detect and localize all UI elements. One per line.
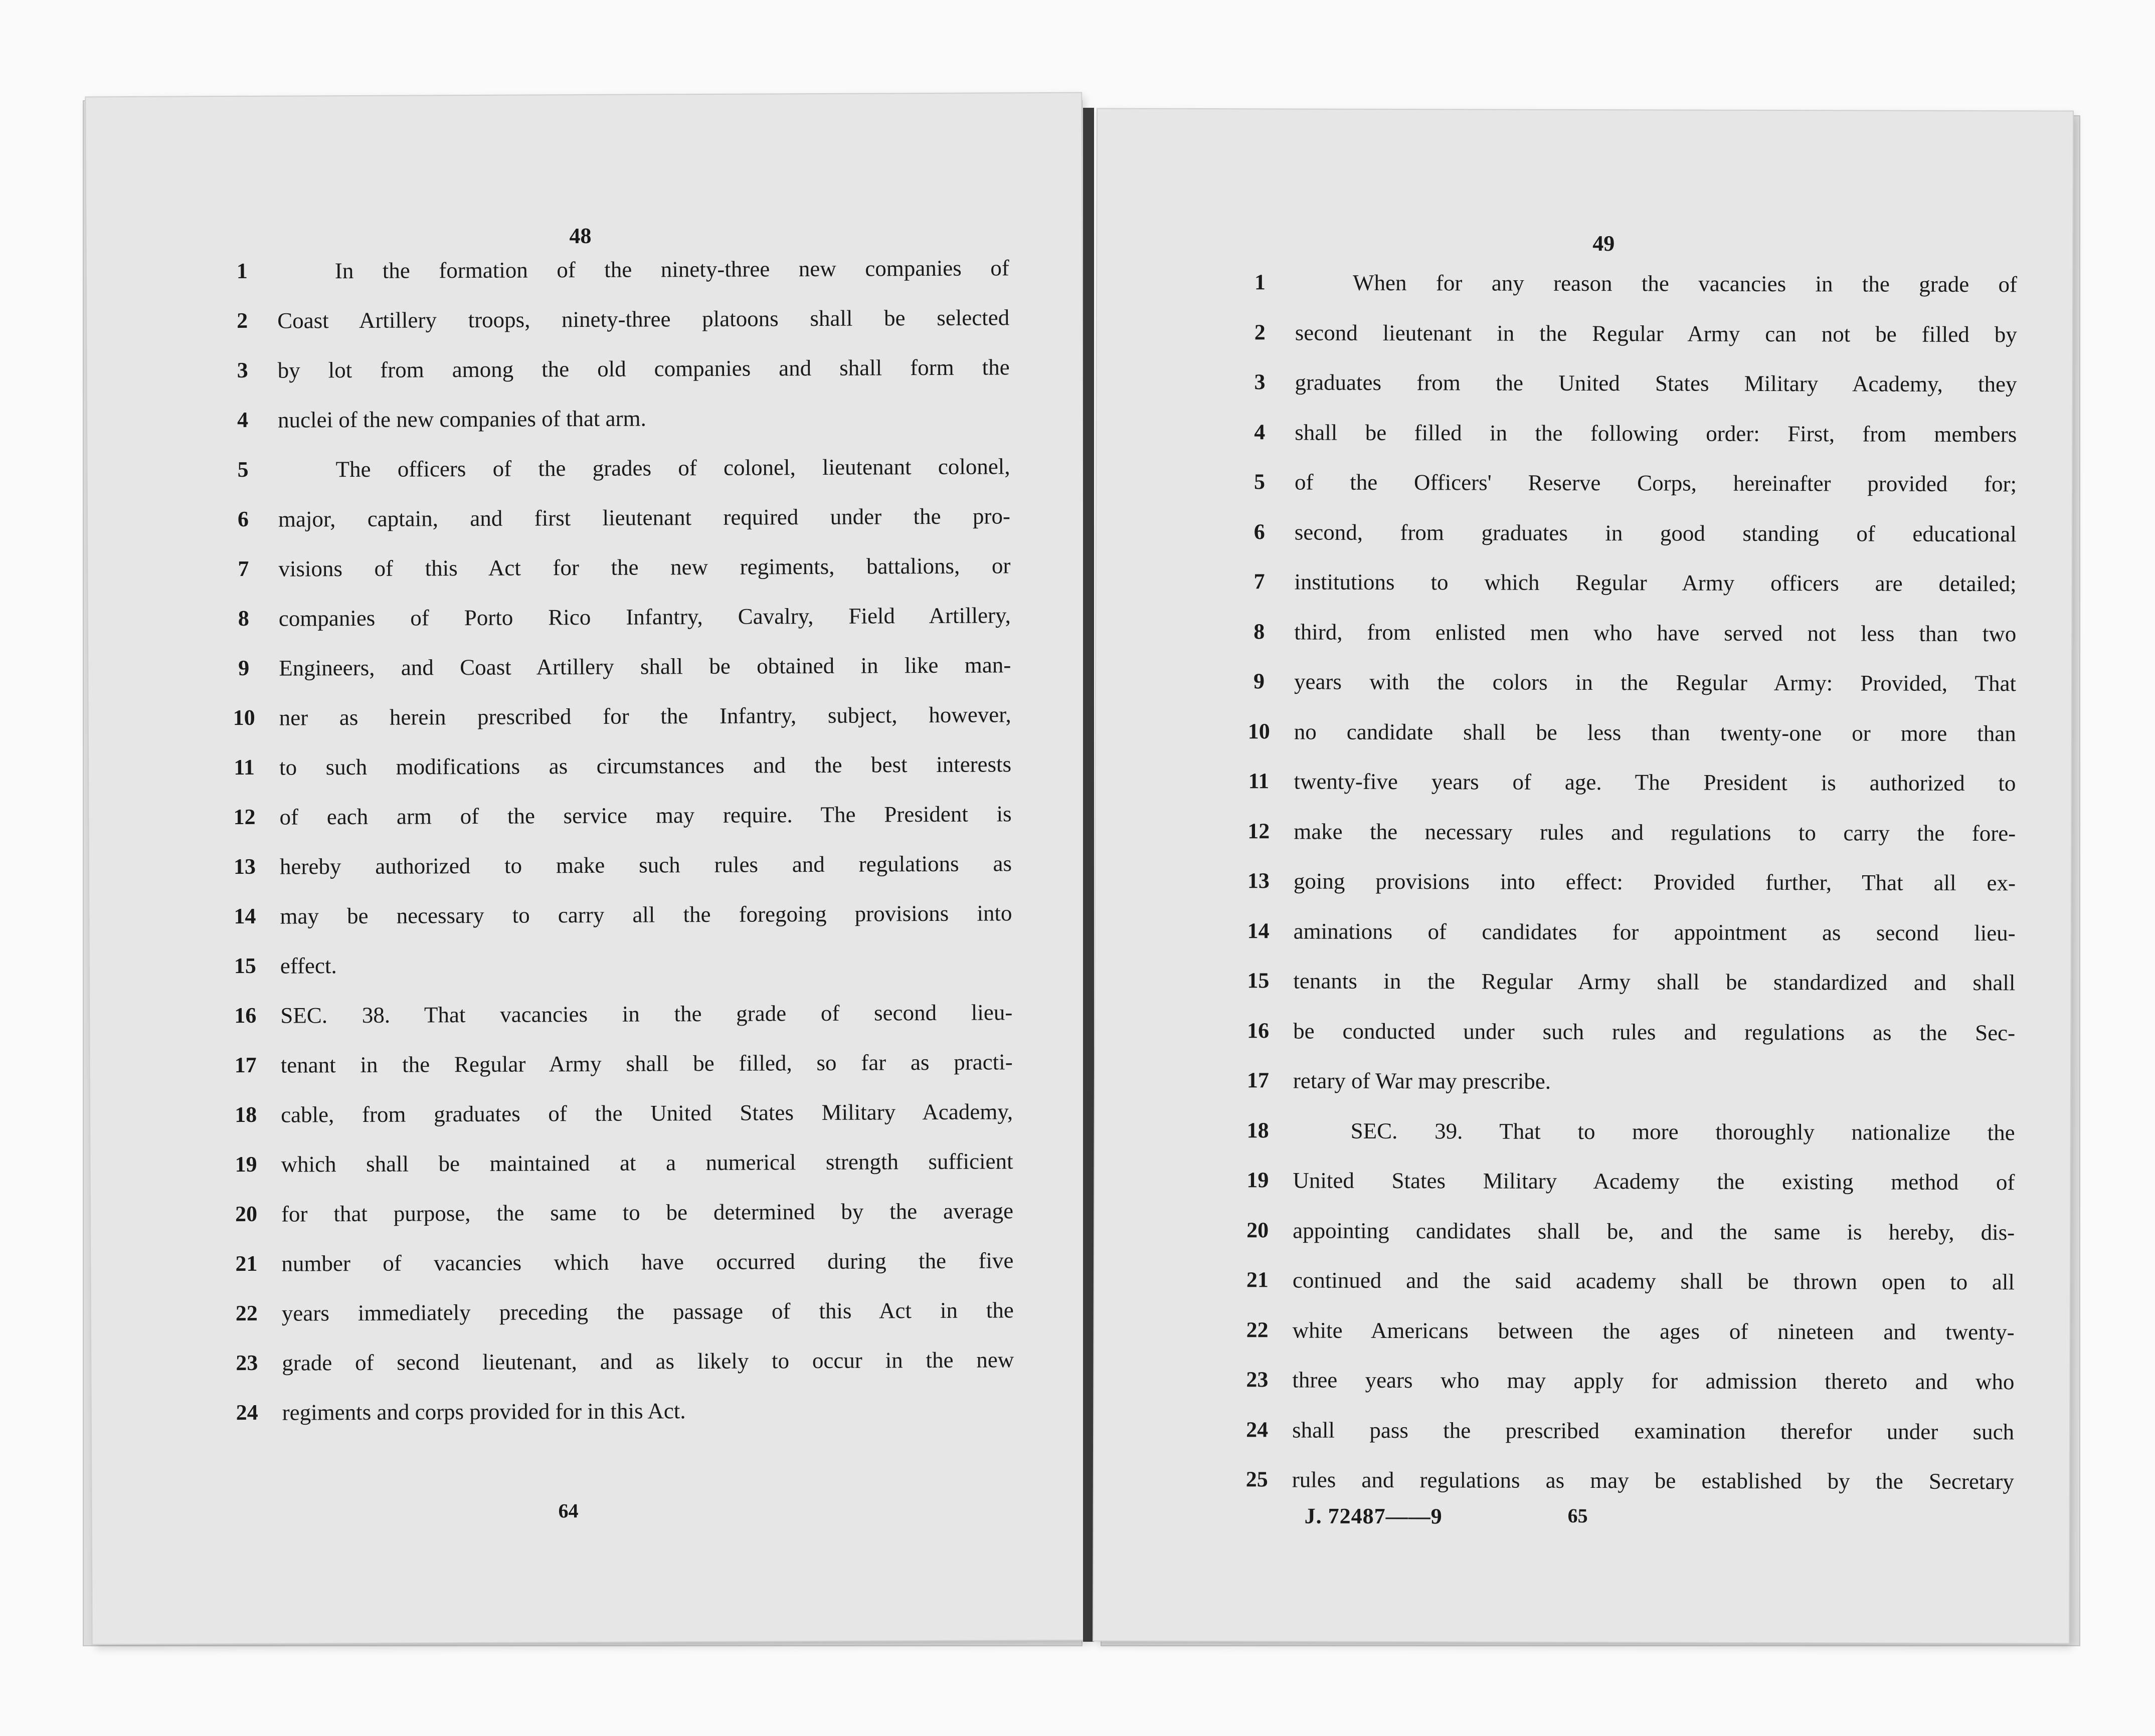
text-line bbox=[224, 600, 1011, 634]
line-text: appointing candidates shall be, and the same is hereby, dis- bbox=[1293, 1217, 2015, 1245]
line-text: continued and the said academy shall be thrown open to all bbox=[1292, 1267, 2015, 1295]
left-page-text bbox=[222, 253, 1014, 1425]
line-number: 2 bbox=[1254, 319, 1266, 344]
line-number: 10 bbox=[233, 705, 255, 730]
line-number: 12 bbox=[1247, 818, 1270, 843]
line-number: 24 bbox=[236, 1400, 258, 1425]
line-number: 1 bbox=[236, 258, 248, 284]
line-number: 5 bbox=[237, 457, 249, 482]
line-number: 12 bbox=[233, 804, 256, 830]
text-line bbox=[1237, 1315, 2015, 1347]
line-number: 8 bbox=[238, 606, 249, 631]
line-text: nuclei of the new companies of that arm. bbox=[277, 406, 646, 433]
text-line bbox=[227, 1344, 1014, 1378]
text-line bbox=[226, 1047, 1013, 1080]
line-number: 3 bbox=[1254, 369, 1266, 395]
line-text: effect. bbox=[280, 953, 337, 979]
text-line bbox=[225, 997, 1012, 1031]
line-number: 14 bbox=[1247, 918, 1270, 943]
text-line bbox=[224, 699, 1011, 733]
line-text: tenants in the Regular Army shall be standardized and shall bbox=[1293, 968, 2016, 996]
line-text: years with the colors in the Regular Army: Provided, That bbox=[1294, 669, 2017, 696]
text-line bbox=[1237, 1365, 2014, 1397]
line-number: 16 bbox=[1247, 1018, 1270, 1043]
left-page-bottom-number: 64 bbox=[558, 1499, 579, 1522]
text-line bbox=[1239, 367, 2017, 399]
line-number: 14 bbox=[234, 903, 256, 929]
line-number: 9 bbox=[1253, 669, 1265, 694]
line-text: companies of Porto Rico Infantry, Cavalry, Field Artillery, bbox=[278, 603, 1011, 631]
text-line bbox=[1239, 716, 2016, 748]
line-text: of the Officers' Reserve Corps, hereinafter provided for; bbox=[1294, 469, 2017, 497]
text-line bbox=[226, 1096, 1013, 1130]
line-text: The officers of the grades of colonel, lieutenant colonel, bbox=[335, 454, 1010, 482]
line-text: hereby authorized to make such rules and regulations as bbox=[279, 851, 1012, 879]
line-text: rules and regulations as may be established by the Secretary bbox=[1292, 1467, 2014, 1494]
line-text: SEC. 38. That vacancies in the grade of second lieu- bbox=[280, 1000, 1013, 1028]
text-line bbox=[224, 650, 1011, 683]
line-text: aminations of candidates for appointment as second lieu- bbox=[1293, 918, 2016, 945]
line-number: 11 bbox=[234, 754, 255, 780]
line-text: of each arm of the service may require. The President is bbox=[279, 801, 1012, 830]
text-line bbox=[1239, 566, 2016, 599]
line-text: retary of War may prescribe. bbox=[1293, 1068, 1551, 1094]
line-text: years immediately preceding the passage of this Act in the bbox=[281, 1297, 1014, 1326]
text-line bbox=[1239, 666, 2016, 698]
line-number: 20 bbox=[235, 1201, 258, 1227]
line-number: 8 bbox=[1253, 619, 1265, 644]
line-text: major, captain, and first lieutenant required under the pro- bbox=[278, 503, 1011, 532]
line-text: twenty-five years of age. The President is authorized to bbox=[1294, 768, 2016, 796]
text-line bbox=[1237, 1464, 2014, 1496]
line-text: third, from enlisted men who have served not less than two bbox=[1294, 619, 2017, 646]
line-text: grade of second lieutenant, and as likely to occur in the new bbox=[282, 1347, 1014, 1376]
line-text: white Americans between the ages of nineteen and twenty- bbox=[1292, 1317, 2015, 1344]
text-line bbox=[1238, 1016, 2015, 1048]
line-number: 23 bbox=[1246, 1367, 1269, 1392]
text-line bbox=[225, 898, 1012, 931]
line-text: second, from graduates in good standing of educational bbox=[1294, 519, 2017, 546]
line-number: 24 bbox=[1246, 1417, 1269, 1442]
line-number: 16 bbox=[234, 1003, 257, 1028]
text-line bbox=[223, 550, 1010, 584]
line-text: United States Military Academy the existing method of bbox=[1293, 1168, 2015, 1195]
line-number: 13 bbox=[1247, 868, 1270, 893]
text-line bbox=[1237, 1415, 2014, 1447]
line-number: 21 bbox=[235, 1251, 258, 1276]
line-number: 20 bbox=[1246, 1217, 1269, 1242]
text-line bbox=[1239, 617, 2016, 649]
text-line bbox=[223, 352, 1010, 385]
text-line bbox=[1240, 267, 2017, 299]
line-text: which shall be maintained at a numerical strength sufficient bbox=[281, 1148, 1013, 1177]
line-number: 4 bbox=[1254, 419, 1266, 444]
line-number: 19 bbox=[1246, 1168, 1269, 1193]
line-number: 7 bbox=[238, 556, 249, 582]
line-text: tenant in the Regular Army shall be filled, so far as practi- bbox=[280, 1049, 1013, 1078]
text-line bbox=[1238, 866, 2016, 898]
line-text: by lot from among the old companies and shall form the bbox=[277, 354, 1010, 383]
line-text: be conducted under such rules and regulations as the Sec- bbox=[1293, 1018, 2016, 1045]
line-number: 21 bbox=[1246, 1267, 1269, 1292]
line-text: shall be filled in the following order: First, from members bbox=[1295, 419, 2017, 447]
text-line bbox=[225, 947, 1012, 981]
line-number: 15 bbox=[1247, 968, 1270, 993]
line-number: 22 bbox=[235, 1300, 258, 1326]
text-line bbox=[1239, 417, 2017, 449]
text-line bbox=[1238, 1115, 2015, 1147]
right-page-text bbox=[1240, 267, 2022, 1494]
line-number: 9 bbox=[238, 655, 250, 681]
text-line bbox=[1237, 1265, 2015, 1297]
text-line bbox=[1239, 467, 2017, 499]
line-text: Engineers, and Coast Artillery shall be obtained in like man- bbox=[279, 652, 1011, 681]
line-text: to such modifications as circumstances and the best interests bbox=[279, 751, 1012, 780]
line-number: 15 bbox=[234, 953, 256, 979]
line-number: 4 bbox=[237, 407, 249, 433]
text-line bbox=[223, 451, 1010, 485]
line-number: 2 bbox=[237, 308, 248, 333]
line-number: 6 bbox=[1253, 519, 1265, 544]
text-line bbox=[224, 749, 1011, 783]
text-line bbox=[1237, 1165, 2015, 1197]
left-page bbox=[86, 93, 1088, 1644]
right-page-top-number: 49 bbox=[1592, 231, 1615, 256]
text-line bbox=[1240, 317, 2017, 349]
line-number: 18 bbox=[235, 1102, 257, 1127]
text-line bbox=[227, 1295, 1014, 1328]
left-page-top-number: 48 bbox=[569, 223, 592, 249]
right-page bbox=[1094, 109, 2073, 1643]
line-text: Coast Artillery troops, ninety-three platoons shall be selected bbox=[277, 305, 1010, 333]
text-line bbox=[1238, 916, 2016, 948]
line-text: ner as herein prescribed for the Infantry, subject, however, bbox=[279, 702, 1011, 730]
text-line bbox=[1238, 816, 2016, 848]
text-line bbox=[224, 799, 1011, 832]
line-text: make the necessary rules and regulations to carry the fore- bbox=[1294, 818, 2016, 846]
line-text: no candidate shall be less than twenty-one or more than bbox=[1294, 718, 2016, 746]
line-text: second lieutenant in the Regular Army can not be filled by bbox=[1295, 319, 2017, 347]
line-number: 22 bbox=[1246, 1317, 1269, 1342]
line-number: 17 bbox=[234, 1052, 257, 1078]
text-line bbox=[222, 302, 1009, 336]
line-text: three years who may apply for admission thereto and who bbox=[1292, 1367, 2015, 1395]
line-number: 6 bbox=[237, 506, 249, 532]
book-spine bbox=[1083, 108, 1094, 1642]
line-number: 7 bbox=[1253, 569, 1265, 594]
line-text: shall pass the prescribed examination therefor under such bbox=[1292, 1417, 2015, 1444]
text-line bbox=[226, 1146, 1013, 1180]
text-line bbox=[223, 501, 1010, 534]
text-line bbox=[1238, 966, 2015, 998]
line-text: institutions to which Regular Army officers are detailed; bbox=[1294, 569, 2017, 597]
text-line bbox=[223, 402, 1010, 435]
right-page-bottom-number: 65 bbox=[1567, 1504, 1588, 1527]
line-text: number of vacancies which have occurred during the five bbox=[281, 1248, 1014, 1276]
line-number: 18 bbox=[1246, 1117, 1269, 1142]
line-text: for that purpose, the same to be determined by the average bbox=[281, 1198, 1014, 1227]
line-text: SEC. 39. That to more thoroughly nationalize the bbox=[1350, 1118, 2015, 1145]
text-line bbox=[1238, 1065, 2015, 1097]
text-line bbox=[1239, 517, 2017, 549]
text-line bbox=[226, 1196, 1013, 1229]
line-text: cable, from graduates of the United States Military Academy, bbox=[281, 1099, 1013, 1127]
line-number: 19 bbox=[235, 1151, 257, 1177]
print-signature: J. 72487——9 bbox=[1304, 1503, 1443, 1529]
line-text: may be necessary to carry all the foregoing provisions into bbox=[280, 900, 1012, 929]
line-text: regiments and corps provided for in this Act. bbox=[282, 1398, 686, 1425]
line-number: 13 bbox=[233, 854, 256, 879]
line-number: 5 bbox=[1253, 469, 1266, 494]
text-line bbox=[222, 253, 1009, 286]
line-number: 3 bbox=[237, 357, 248, 383]
text-line bbox=[225, 848, 1012, 882]
line-number: 11 bbox=[1248, 768, 1270, 794]
line-number: 23 bbox=[236, 1350, 258, 1376]
text-line bbox=[226, 1245, 1013, 1279]
line-text: graduates from the United States Military Academy, they bbox=[1295, 369, 2017, 397]
line-text: In the formation of the ninety-three new companies of bbox=[334, 255, 1009, 284]
line-number: 10 bbox=[1247, 718, 1270, 743]
line-number: 17 bbox=[1246, 1068, 1269, 1093]
line-number: 1 bbox=[1254, 270, 1266, 295]
text-line bbox=[1237, 1215, 2015, 1247]
text-line bbox=[227, 1394, 1014, 1428]
line-text: When for any reason the vacancies in the grade of bbox=[1353, 270, 2018, 297]
line-text: visions of this Act for the new regiments, battalions, or bbox=[278, 553, 1011, 582]
line-number: 25 bbox=[1245, 1467, 1268, 1492]
line-text: going provisions into effect: Provided further, That all ex- bbox=[1293, 868, 2016, 896]
text-line bbox=[1238, 766, 2016, 798]
